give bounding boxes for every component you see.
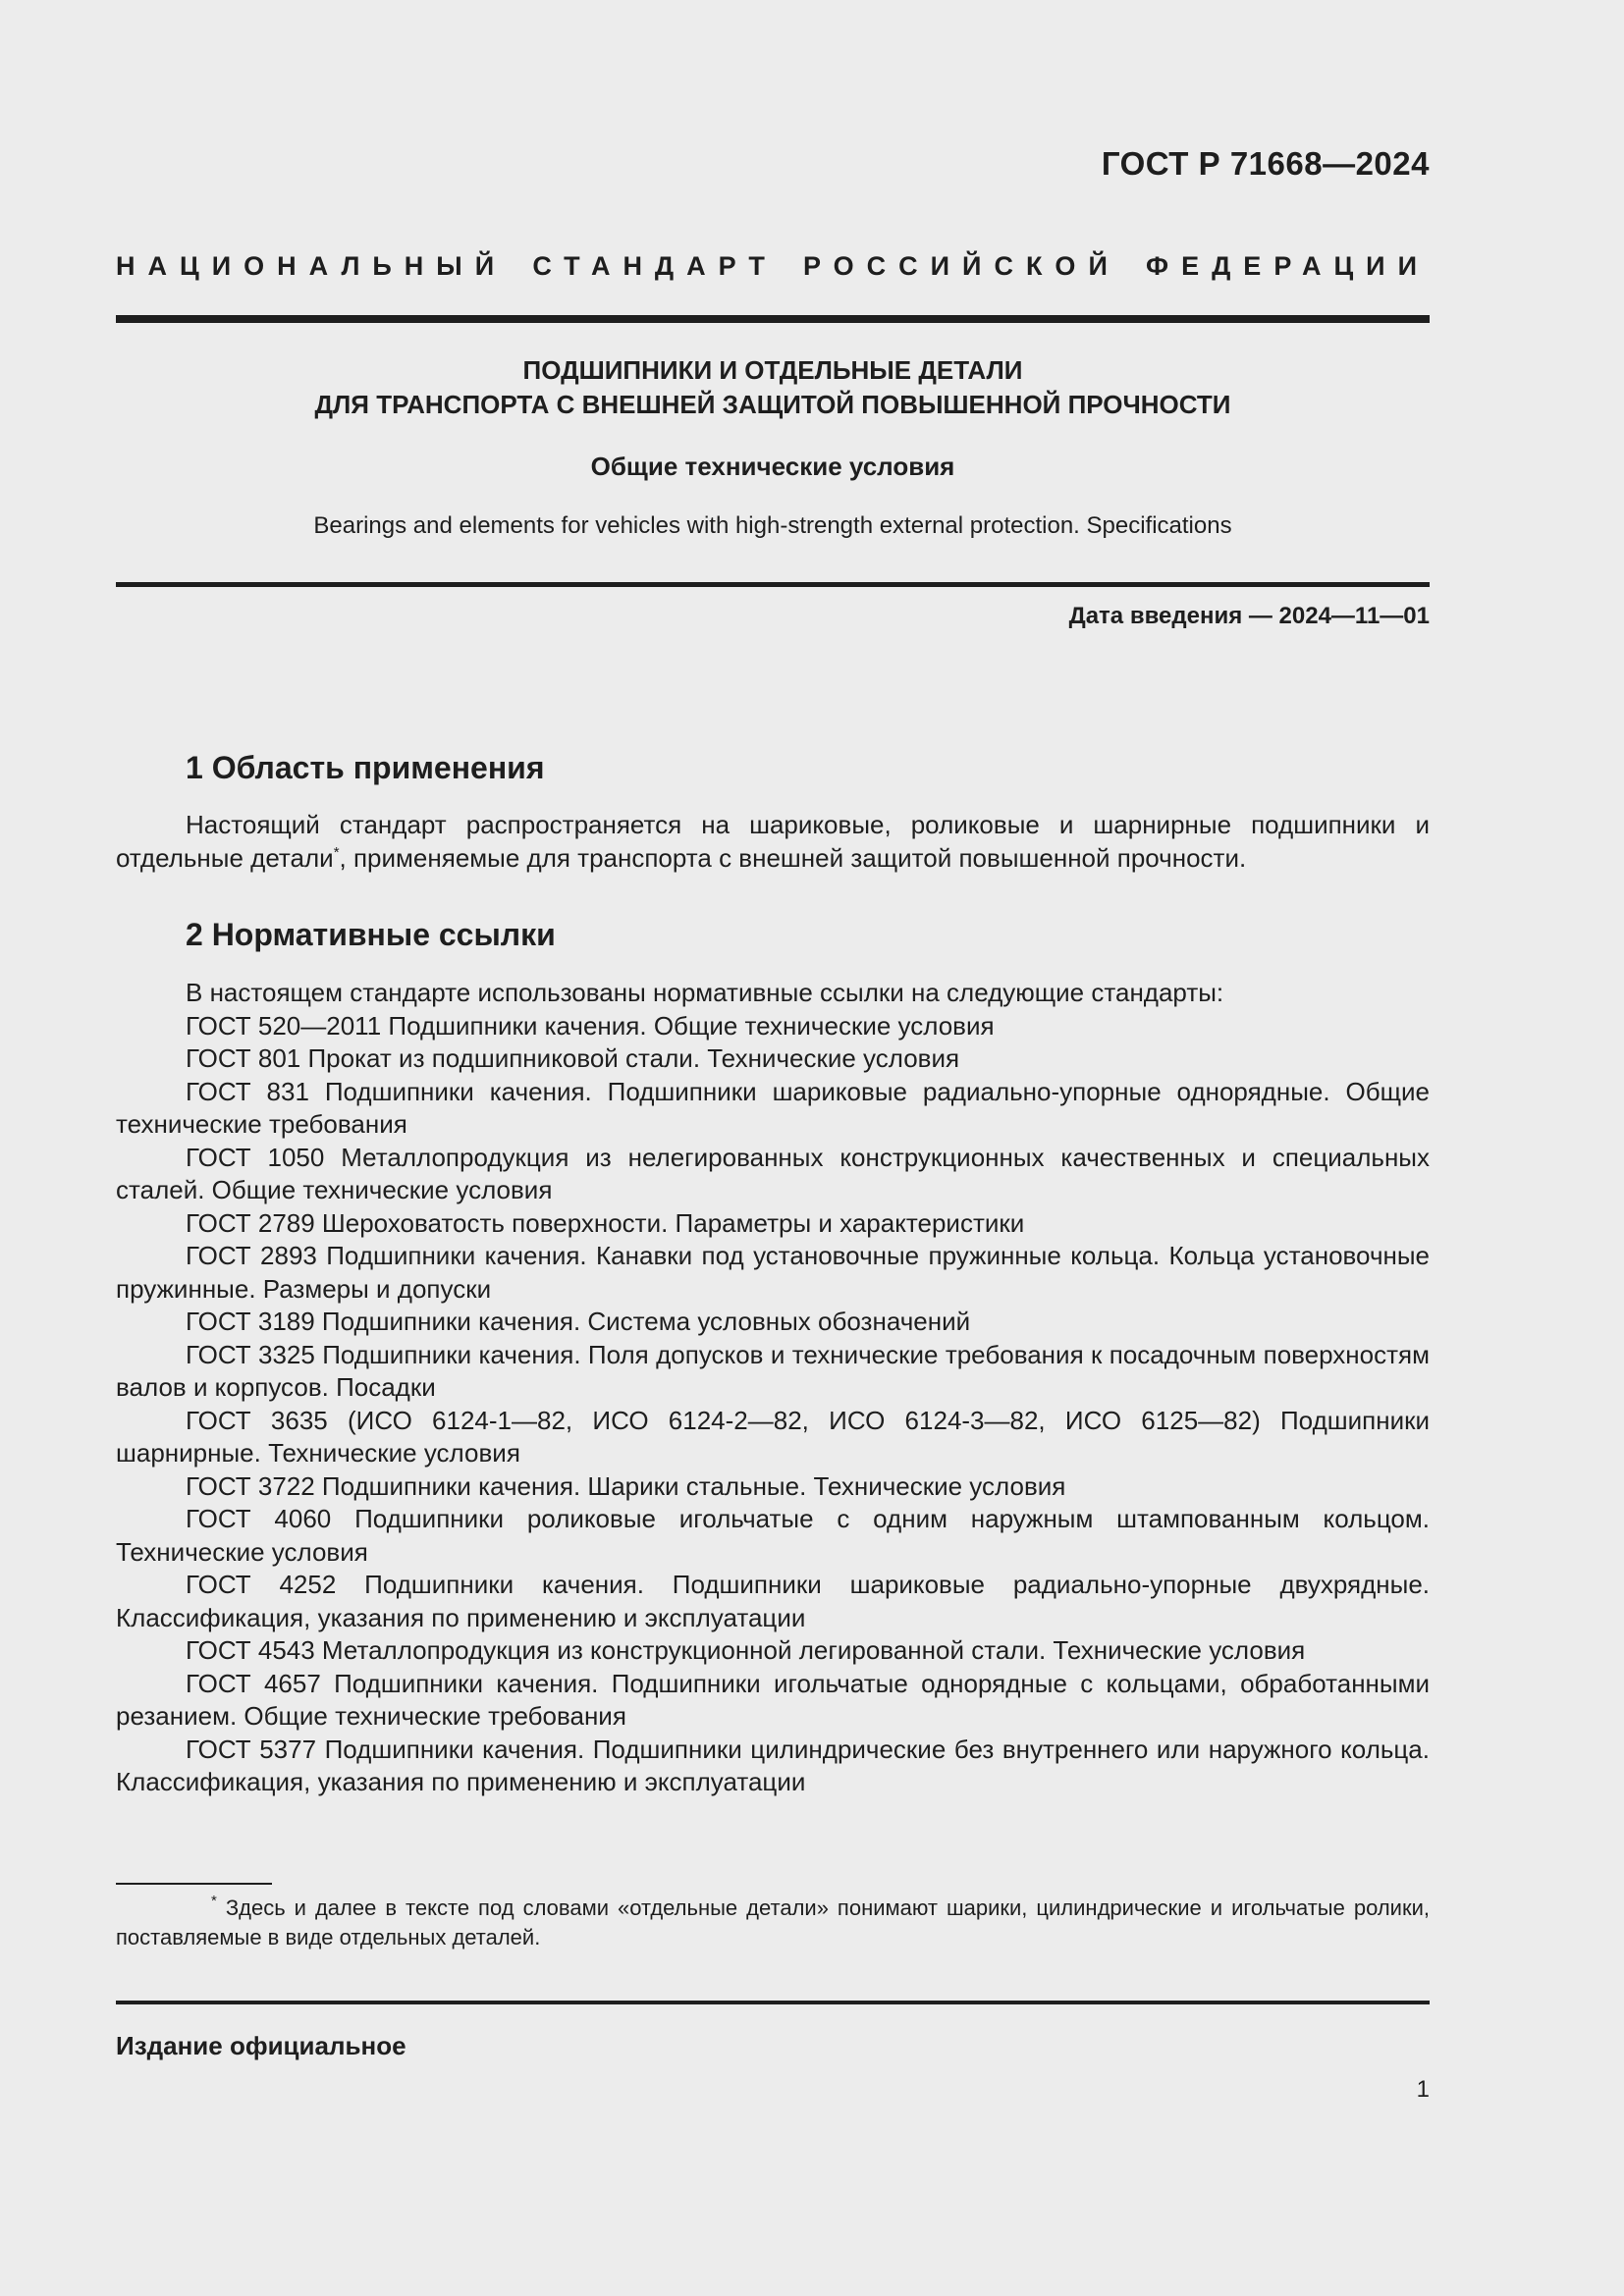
document-title — [116, 353, 1430, 422]
reference-item: ГОСТ 4252 Подшипники качения. Подшипники шариковые радиально-упорные двухрядные. Классификация, указания по применению и эксплуатации — [116, 1570, 1430, 1632]
english-title: Bearings and elements for vehicles with high-strength external protection. Specifications — [313, 512, 1232, 539]
section-1-body — [116, 809, 1430, 875]
effective-date: Дата введения — 2024—11—01 — [1068, 603, 1430, 629]
reference-item: ГОСТ 1050 Металлопродукция из нелегированных конструкционных качественных и специальных сталей. Общие технические условия — [116, 1142, 1430, 1204]
reference-item: ГОСТ 3635 (ИСО 6124-1—82, ИСО 6124-2—82, ИСО 6124-3—82, ИСО 6125—82) Подшипники шарнирные. Технические условия — [116, 1405, 1430, 1468]
reference-item: ГОСТ 4657 Подшипники качения. Подшипники игольчатые однорядные с кольцами, обработанными резанием. Общие технические требования — [116, 1668, 1430, 1731]
title-line-1: ПОДШИПНИКИ И ОТДЕЛЬНЫЕ ДЕТАЛИ — [522, 355, 1023, 385]
reference-item: ГОСТ 4060 Подшипники роликовые игольчатые с одним наружным штампованным кольцом. Технические условия — [116, 1504, 1430, 1567]
references-intro: В настоящем стандарте использованы нормативные ссылки на следующие стандарты: — [186, 978, 1224, 1007]
page-number: 1 — [1416, 2076, 1430, 2103]
reference-item: ГОСТ 2789 Шероховатость поверхности. Параметры и характеристики — [186, 1207, 1025, 1238]
reference-item: ГОСТ 3722 Подшипники качения. Шарики стальные. Технические условия — [186, 1470, 1066, 1501]
official-edition-label: Издание официальное — [116, 2031, 406, 2060]
reference-item: ГОСТ 520—2011 Подшипники качения. Общие технические условия — [186, 1010, 995, 1041]
title-rule — [116, 582, 1430, 587]
reference-item: ГОСТ 801 Прокат из подшипниковой стали. Технические условия — [186, 1043, 960, 1073]
reference-item: ГОСТ 5377 Подшипники качения. Подшипники цилиндрические без внутреннего или наружного кольца. Классификация, указания по применению и эксплуатации — [116, 1734, 1430, 1796]
reference-item: ГОСТ 3189 Подшипники качения. Система условных обозначений — [186, 1307, 971, 1336]
footnote-marker: * — [211, 1893, 217, 1909]
title-line-2: ДЛЯ ТРАНСПОРТА С ВНЕШНЕЙ ЗАЩИТОЙ ПОВЫШЕННОЙ ПРОЧНОСТИ — [314, 390, 1231, 419]
footnote-marker: * — [333, 843, 340, 861]
section-2-heading: 2 Нормативные ссылки — [186, 917, 556, 952]
footnote-text: * Здесь и далее в тексте под словами «отдельные детали» понимают шарики, цилиндрические и игольчатые ролики, поставляемые в виде отдельных деталей. — [116, 1893, 1430, 1949]
section-2-body — [116, 977, 1430, 1799]
footnote — [116, 1894, 1430, 1952]
top-rule — [116, 315, 1430, 323]
scope-paragraph: Настоящий стандарт распространяется на шариковые, роликовые и шарнирные подшипники и отдельные детали*, применяемые для транспорта с внешней защитой повышенной прочности. — [116, 810, 1430, 873]
reference-item: ГОСТ 831 Подшипники качения. Подшипники шариковые радиально-упорные однорядные. Общие технические требования — [116, 1076, 1430, 1139]
reference-item: ГОСТ 2893 Подшипники качения. Канавки под установочные пружинные кольца. Кольца установочные пружинные. Размеры и допуски — [116, 1241, 1430, 1304]
national-standard-heading: НАЦИОНАЛЬНЫЙ СТАНДАРТ РОССИЙСКОЙ ФЕДЕРАЦИИ — [116, 251, 1430, 281]
standard-code: ГОСТ Р 71668—2024 — [1101, 145, 1430, 182]
section-1-heading: 1 Область применения — [186, 750, 545, 785]
footnote-separator — [116, 1883, 272, 1885]
document-subtitle: Общие технические условия — [590, 452, 955, 481]
reference-item: ГОСТ 3325 Подшипники качения. Поля допусков и технические требования к посадочным поверхностям валов и корпусов. Посадки — [116, 1339, 1430, 1402]
bottom-rule — [116, 2001, 1430, 2004]
reference-item: ГОСТ 4543 Металлопродукция из конструкционной легированной стали. Технические условия — [186, 1635, 1306, 1665]
